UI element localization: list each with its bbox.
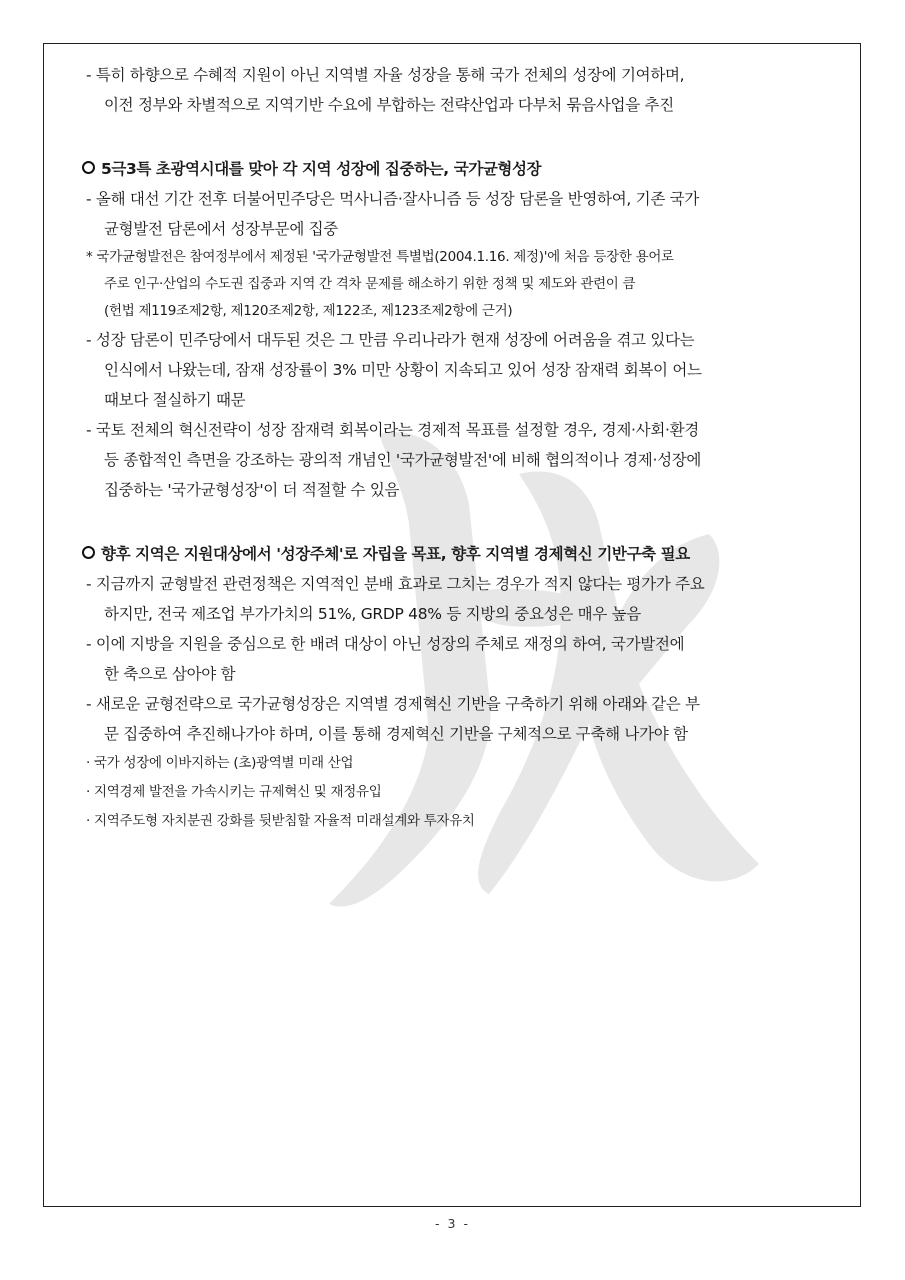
hollow-circle-bullet-icon	[82, 546, 95, 559]
section-heading-balanced-growth: 5극3특 초광역시대를 맞아 각 지역 성장에 집중하는, 국가균형성장	[82, 154, 842, 184]
paragraph-line: - 새로운 균형전략으로 국가균형성장은 지역별 경제혁신 기반을 구축하기 위해 아래와 같은 부	[86, 695, 700, 713]
paragraph-line: - 지금까지 균형발전 관련정책은 지역적인 분배 효과로 그치는 경우가 적지 않다는 평가가 주요	[86, 575, 705, 593]
paragraph-line: - 올해 대선 기간 전후 더불어민주당은 먹사니즘·잘사니즘 등 성장 담론을 반영하여, 기존 국가	[86, 190, 699, 208]
paragraph-line: - 국토 전체의 혁신전략이 성장 잠재력 회복이라는 경제적 목표를 설정할 경우, 경제·사회·환경	[86, 421, 699, 439]
page-number: - 3 -	[435, 1216, 470, 1231]
paragraph-line: 균형발전 담론에서 성장부문에 집중	[104, 220, 338, 238]
footnote-line: 주로 인구·산업의 수도권 집중과 지역 간 격차 문제를 해소하기 위한 정책 및 제도와 관련이 큼	[104, 276, 636, 292]
paragraph-line: - 이에 지방을 지원을 중심으로 한 배려 대상이 아닌 성장의 주체로 재정의 하여, 국가발전에	[86, 635, 685, 653]
document-body	[82, 60, 842, 836]
footnote-line: * 국가균형발전은 참여정부에서 제정된 '국가균형발전 특별법(2004.1.16. 제정)'에 처음 등장한 용어로	[86, 249, 674, 265]
paragraph-line: - 성장 담론이 민주당에서 대두된 것은 그 만큼 우리나라가 현재 성장에 어려움을 겪고 있다는	[86, 331, 695, 349]
paragraph-line: 등 종합적인 측면을 강조하는 광의적 개념인 '국가균형발전'에 비해 협의적이나 경제·성장에	[104, 451, 702, 469]
paragraph-line: 때보다 절실하기 때문	[104, 391, 246, 409]
intro-line-2: 이전 정부와 차별적으로 지역기반 수요에 부합하는 전략산업과 다부처 묶음사업을 추진	[104, 96, 674, 114]
page-frame	[43, 43, 861, 1207]
paragraph-line: 하지만, 전국 제조업 부가가치의 51%, GRDP 48% 등 지방의 중요성은 매우 높음	[104, 605, 641, 623]
hollow-circle-bullet-icon	[82, 161, 95, 174]
intro-line-1: - 특히 하향으로 수혜적 지원이 아닌 지역별 자율 성장을 통해 국가 전체의 성장에 기여하며,	[86, 66, 685, 84]
list-item: · 국가 성장에 이바지하는 (초)광역별 미래 산업	[86, 755, 354, 771]
list-item: · 지역경제 발전을 가속시키는 규제혁신 및 재정유입	[86, 784, 382, 800]
list-item: · 지역주도형 자치분권 강화를 뒷받침할 자율적 미래설계와 투자유치	[86, 813, 475, 829]
paragraph-line: 한 축으로 삼아야 함	[104, 665, 236, 683]
paragraph-line: 집중하는 '국가균형성장'이 더 적절할 수 있음	[104, 481, 400, 499]
footnote-line: (헌법 제119조제2항, 제120조제2항, 제122조, 제123조제2항에 근거)	[104, 303, 513, 319]
paragraph-line: 문 집중하여 추진해나가야 하며, 이를 통해 경제혁신 기반을 구체적으로 구축해 나가야 함	[104, 725, 688, 743]
paragraph-line: 인식에서 나왔는데, 잠재 성장률이 3% 미만 상황이 지속되고 있어 성장 잠재력 회복이 어느	[104, 361, 702, 379]
section-heading-growth-subject: 향후 지역은 지원대상에서 '성장주체'로 자립을 목표, 향후 지역별 경제혁신 기반구축 필요	[82, 539, 842, 569]
